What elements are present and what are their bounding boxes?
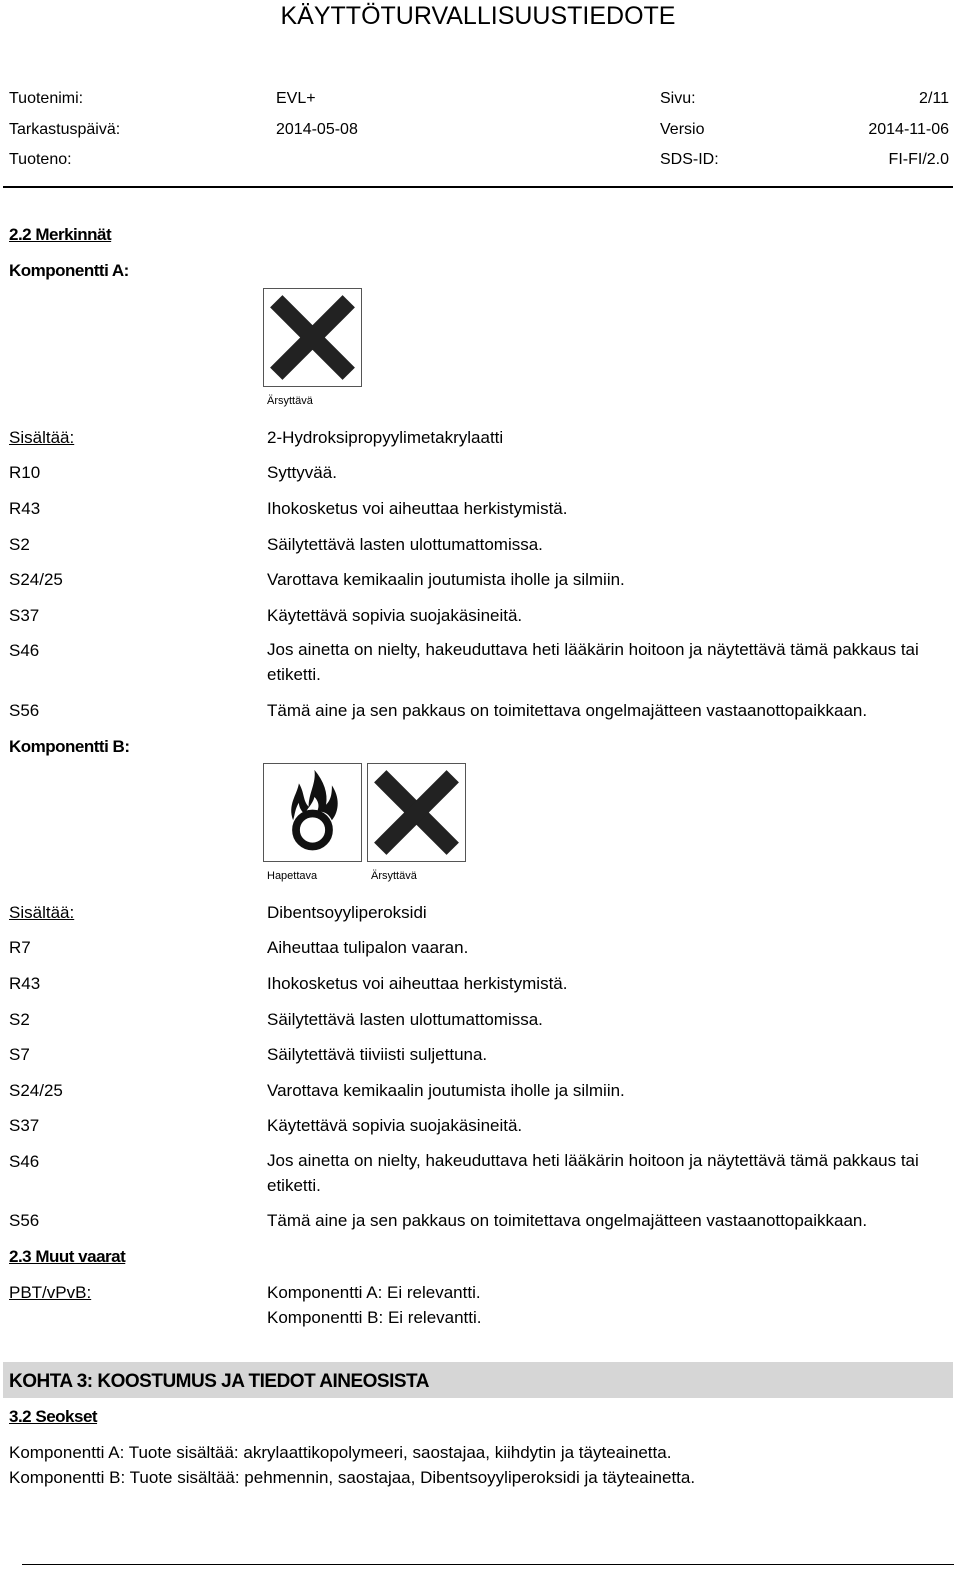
phrase-code: S24/25	[9, 570, 63, 589]
product-no-label: Tuoteno:	[9, 151, 72, 168]
document-title: KÄYTTÖTURVALLISUUSTIEDOTE	[280, 2, 676, 30]
phrase-text: Ihokosketus voi aiheuttaa herkistymistä.	[267, 974, 568, 993]
phrase-code: R43	[9, 499, 41, 518]
pbt-line-b: Komponentti B: Ei relevantti.	[267, 1308, 482, 1327]
phrase-text: Säilytettävä lasten ulottumattomissa.	[267, 1010, 543, 1029]
pictogram-label: Ärsyttävä	[267, 395, 313, 407]
phrase-text: Ihokosketus voi aiheuttaa herkistymistä.	[267, 499, 568, 518]
phrase-code: S56	[9, 701, 40, 720]
component-a-heading: Komponentti A:	[9, 261, 129, 280]
pbt-label: PBT/vPvB:	[9, 1283, 92, 1302]
header-divider	[3, 186, 953, 188]
phrase-code: R10	[9, 463, 41, 482]
pictogram-label: Ärsyttävä	[371, 870, 417, 882]
phrase-text: Jos ainetta on nielty, hakeuduttava heti lääkärin hoitoon ja näytettävä tämä pakkaus tai etiketti.	[267, 1151, 919, 1195]
phrase-text: Varottava kemikaalin joutumista iholle ja silmiin.	[267, 1081, 625, 1100]
composition-line-b: Komponentti B: Tuote sisältää: pehmennin, saostajaa, Dibentsoyyliperoksidi ja täyteainetta.	[9, 1468, 696, 1487]
phrase-code: S2	[9, 535, 30, 554]
phrase-text: Jos ainetta on nielty, hakeuduttava heti lääkärin hoitoon ja näytettävä tämä pakkaus tai etiketti.	[267, 640, 919, 684]
contains-label: Sisältää:	[9, 428, 75, 447]
version-label: Versio	[660, 121, 705, 138]
pictogram-label: Hapettava	[267, 870, 318, 882]
phrase-text: Tämä aine ja sen pakkaus on toimitettava ongelmajätteen vastaanottopaikkaan.	[267, 1211, 868, 1230]
section-2-2-title: 2.2 Merkinnät	[9, 225, 112, 244]
section-3-title: KOHTA 3: KOOSTUMUS JA TIEDOT AINEOSISTA	[9, 1371, 429, 1392]
phrase-code: S56	[9, 1211, 40, 1230]
phrase-code: S24/25	[9, 1081, 63, 1100]
phrase-text: Käytettävä sopivia suojakäsineitä.	[267, 606, 523, 625]
contains-value: 2-Hydroksipropyylimetakrylaatti	[267, 428, 504, 447]
section-3-2-title: 3.2 Seokset	[9, 1407, 98, 1426]
sds-id-label: SDS-ID:	[660, 151, 719, 168]
phrase-code: S2	[9, 1010, 30, 1029]
page-label: Sivu:	[660, 90, 696, 107]
revision-date-value: 2014-05-08	[276, 121, 358, 138]
composition-line-a: Komponentti A: Tuote sisältää: akrylaattikopolymeeri, saostajaa, kiihdytin ja täyteainetta.	[9, 1443, 672, 1462]
contains-value: Dibentsoyyliperoksidi	[267, 903, 427, 922]
phrase-text: Säilytettävä tiiviisti suljettuna.	[267, 1045, 488, 1064]
page-value: 2/11	[919, 90, 949, 107]
phrase-code: R43	[9, 974, 41, 993]
phrase-code: R7	[9, 938, 31, 957]
phrase-text: Aiheuttaa tulipalon vaaran.	[267, 938, 469, 957]
phrase-text: Säilytettävä lasten ulottumattomissa.	[267, 535, 543, 554]
product-name-value: EVL+	[276, 90, 316, 107]
component-b-heading: Komponentti B:	[9, 737, 130, 756]
contains-label: Sisältää:	[9, 903, 75, 922]
sds-id-value: FI-FI/2.0	[888, 151, 949, 168]
section-2-3-title: 2.3 Muut vaarat	[9, 1247, 126, 1266]
phrase-text: Käytettävä sopivia suojakäsineitä.	[267, 1116, 523, 1135]
phrase-text: Varottava kemikaalin joutumista iholle ja silmiin.	[267, 570, 625, 589]
revision-date-label: Tarkastuspäivä:	[9, 121, 121, 138]
oxidizing-flame-icon	[263, 763, 362, 862]
phrase-code: S37	[9, 1116, 40, 1135]
footer-divider	[22, 1564, 954, 1565]
phrase-code: S7	[9, 1045, 30, 1064]
phrase-text: Syttyvää.	[267, 463, 337, 482]
irritant-x-icon	[367, 763, 466, 862]
phrase-text: Tämä aine ja sen pakkaus on toimitettava ongelmajätteen vastaanottopaikkaan.	[267, 701, 868, 720]
phrase-code: S37	[9, 606, 40, 625]
version-value: 2014-11-06	[868, 121, 949, 138]
pbt-line-a: Komponentti A: Ei relevantti.	[267, 1283, 481, 1302]
phrase-code: S46	[9, 1152, 40, 1171]
irritant-x-icon	[263, 288, 362, 387]
product-name-label: Tuotenimi:	[9, 90, 84, 107]
phrase-code: S46	[9, 641, 40, 660]
